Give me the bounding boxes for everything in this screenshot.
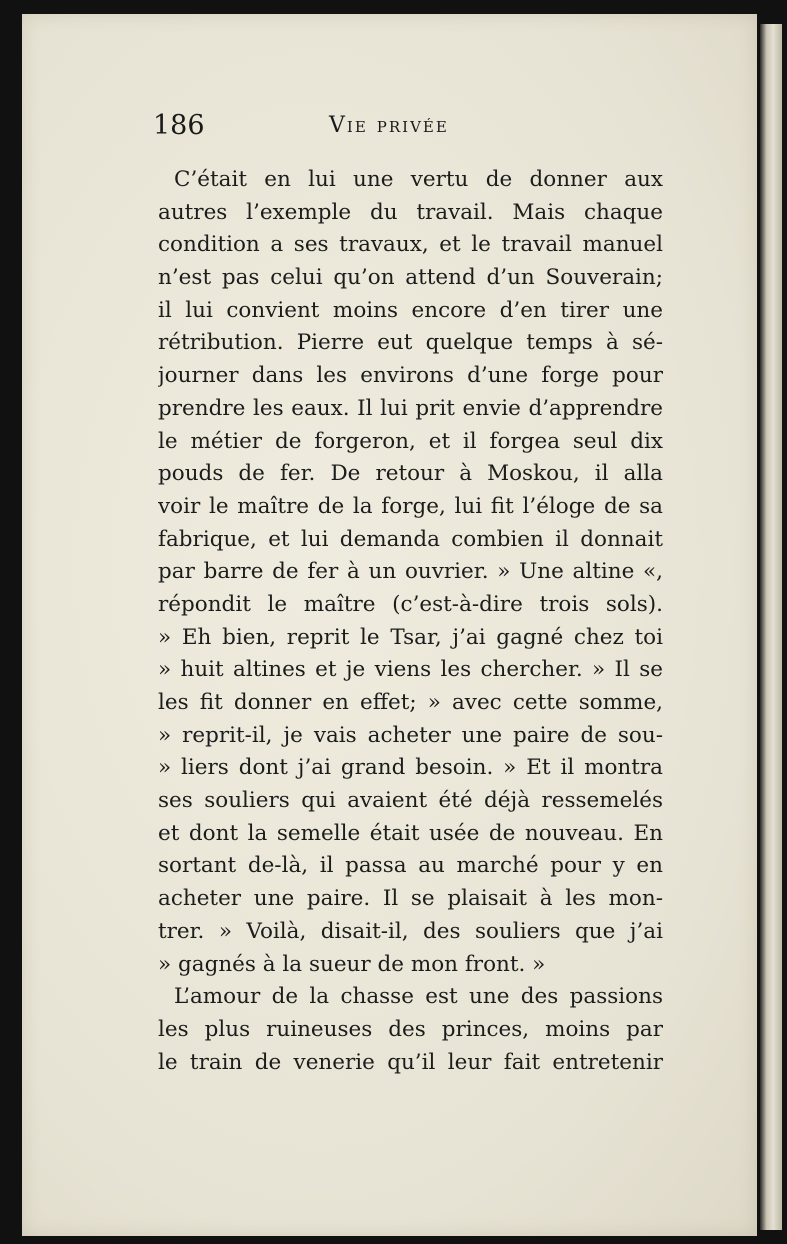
text-line: pouds de fer. De retour à Moskou, il alla	[158, 461, 663, 487]
text-line: acheter une paire. Il se plaisait à les mon-	[158, 886, 663, 912]
adjacent-page-edge	[760, 24, 782, 1230]
text-line: il lui convient moins encore d’en tirer une	[158, 297, 663, 323]
text-line: journer dans les environs d’une forge pour	[158, 363, 663, 389]
text-line: par barre de fer à un ouvrier. » Une altine «,	[158, 559, 663, 585]
text-line: autres l’exemple du travail. Mais chaque	[158, 199, 663, 225]
text-line: » Eh bien, reprit le Tsar, j’ai gagné chez toi	[158, 624, 663, 650]
text-line: le train de venerie qu’il leur fait entretenir	[158, 1049, 663, 1075]
text-line: condition a ses travaux, et le travail manuel	[158, 232, 663, 258]
text-line: » gagnés à la sueur de mon front. »	[158, 951, 546, 977]
text-line: et dont la semelle était usée de nouveau. En	[158, 820, 663, 846]
text-line: prendre les eaux. Il lui prit envie d’apprendre	[158, 395, 663, 421]
text-line: répondit le maître (c’est-à-dire trois sols).	[158, 591, 663, 617]
page-number: 186	[153, 110, 205, 141]
text-line: n’est pas celui qu’on attend d’un Souverain;	[158, 265, 663, 291]
text-line: les fit donner en effet; » avec cette somme,	[158, 690, 663, 715]
text-line: voir le maître de la forge, lui fit l’éloge de sa	[158, 493, 663, 519]
text-line: fabrique, et lui demanda combien il donnait	[158, 526, 663, 552]
running-head	[153, 110, 663, 144]
text-line: » huit altines et je viens les chercher. » Il se	[158, 657, 663, 683]
text-line: C’était en lui une vertu de donner aux	[174, 167, 663, 192]
text-line: ses souliers qui avaient été déjà ressemelés	[158, 788, 663, 814]
text-line: trer. » Voilà, disait-il, des souliers que j’ai	[158, 918, 663, 944]
text-line: L’amour de la chasse est une des passions	[174, 984, 663, 1010]
text-line: les plus ruineuses des princes, moins par	[158, 1016, 663, 1042]
text-line: sortant de-là, il passa au marché pour y en	[158, 853, 663, 879]
text-line: » liers dont j’ai grand besoin. » Et il montra	[158, 755, 663, 781]
running-title: Vie privée	[329, 113, 449, 138]
text-line: rétribution. Pierre eut quelque temps à sé-	[158, 330, 663, 356]
body-text	[158, 164, 663, 1079]
text-line: » reprit-il, je vais acheter une paire de sou-	[158, 722, 663, 748]
text-line: le métier de forgeron, et il forgea seul dix	[158, 428, 663, 454]
